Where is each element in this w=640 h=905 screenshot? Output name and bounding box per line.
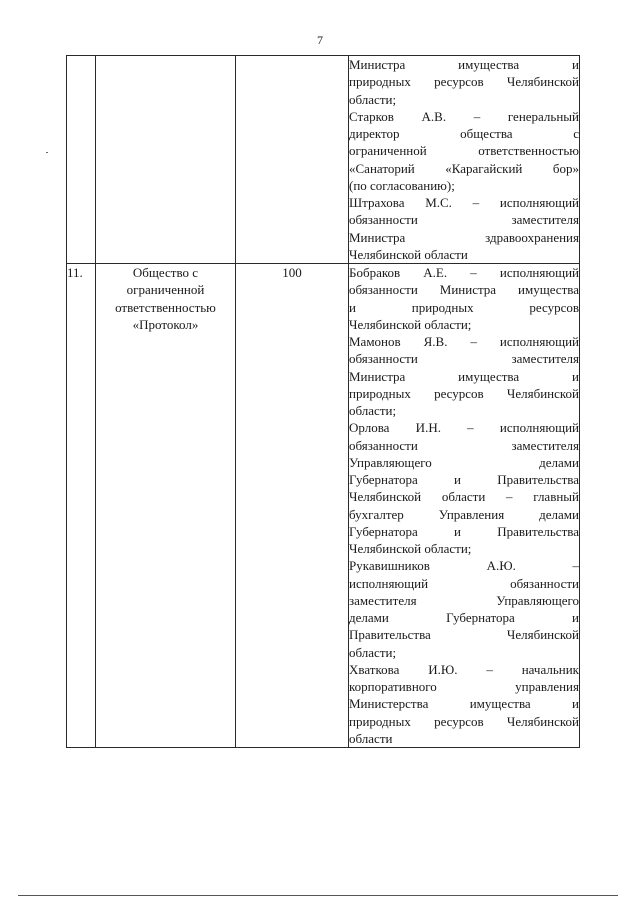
organization-name-line: «Протокол» xyxy=(132,316,199,332)
member-text-line: Бобраков А.Е. – исполняющий xyxy=(349,265,579,280)
member-text-line: «Санаторий «Карагайский бор» xyxy=(349,160,579,176)
member-text-line: области xyxy=(349,730,393,746)
member-text-line: природных ресурсов Челябинской xyxy=(349,74,579,90)
member-text-line: природных ресурсов Челябинской xyxy=(349,713,579,729)
organization-cell xyxy=(96,56,236,264)
member-text-line: директор общества с xyxy=(349,126,579,141)
members-table xyxy=(66,55,580,748)
member-text-line: Рукавишников А.Ю. – xyxy=(349,558,579,574)
member-text-line: бухгалтер Управления делами xyxy=(349,506,579,522)
member-text-line: Министра здравоохранения xyxy=(349,229,579,245)
member-text-line: области; xyxy=(349,403,397,418)
organization-name-line: ответственностью xyxy=(115,299,216,315)
scan-bottom-edge xyxy=(18,895,618,896)
table-row-11 xyxy=(67,264,580,748)
organization-name-line: Общество с xyxy=(132,265,199,280)
share-cell xyxy=(236,56,349,264)
member-text-line: Министра имущества и xyxy=(349,57,579,72)
member-text-line: области; xyxy=(349,91,397,107)
member-text-line: Челябинской области – главный xyxy=(349,489,579,505)
member-text-line: ограниченной ответственностью xyxy=(349,143,579,159)
share-cell: 100 xyxy=(236,264,349,748)
member-text-line: Министерства имущества и xyxy=(349,696,579,712)
member-text-line: корпоративного управления xyxy=(349,679,579,694)
member-text-line: Штрахова М.С. – исполняющий xyxy=(349,195,579,210)
member-text-line: Правительства Челябинской xyxy=(349,627,579,643)
member-text-line: заместителя Управляющего xyxy=(349,592,579,608)
member-text-line: обязанности заместителя xyxy=(349,437,579,453)
member-text-line: делами Губернатора и xyxy=(349,610,579,625)
member-text-line: Старков А.В. – генеральный xyxy=(349,108,579,124)
member-text-line: Управляющего делами xyxy=(349,454,579,470)
scan-speck xyxy=(46,152,48,153)
member-text-line: Губернатора и Правительства xyxy=(349,472,579,487)
member-text-line: Мамонов Я.В. – исполняющий xyxy=(349,334,579,349)
row-number-cell: 11. xyxy=(67,264,96,748)
member-text-line: обязанности заместителя xyxy=(349,212,579,228)
member-text-line: Челябинской области xyxy=(349,246,468,262)
member-text-line: природных ресурсов Челябинской xyxy=(349,385,579,401)
member-text-line: Челябинской области; xyxy=(349,541,472,556)
member-text-line: области; xyxy=(349,644,397,660)
row-number-cell xyxy=(67,56,96,264)
commission-members-cell xyxy=(349,264,580,748)
member-text-line: Министра имущества и xyxy=(349,368,579,384)
member-text-line: Хваткова И.Ю. – начальник xyxy=(349,661,579,677)
member-text-line: Орлова И.Н. – исполняющий xyxy=(349,420,579,436)
organization-name-line: ограниченной xyxy=(126,282,205,298)
table-row-continued xyxy=(67,56,580,264)
member-text-line: и природных ресурсов xyxy=(349,299,579,315)
member-text-line: обязанности Министра имущества xyxy=(349,282,579,298)
member-text-line: (по согласованию); xyxy=(349,177,455,193)
organization-cell xyxy=(96,264,236,748)
page-number: 7 xyxy=(317,33,323,47)
member-text-line: Челябинской области; xyxy=(349,316,472,332)
member-text-line: обязанности заместителя xyxy=(349,351,579,367)
member-text-line: Губернатора и Правительства xyxy=(349,523,579,539)
commission-members-cell xyxy=(349,56,580,264)
member-text-line: исполняющий обязанности xyxy=(349,575,579,591)
